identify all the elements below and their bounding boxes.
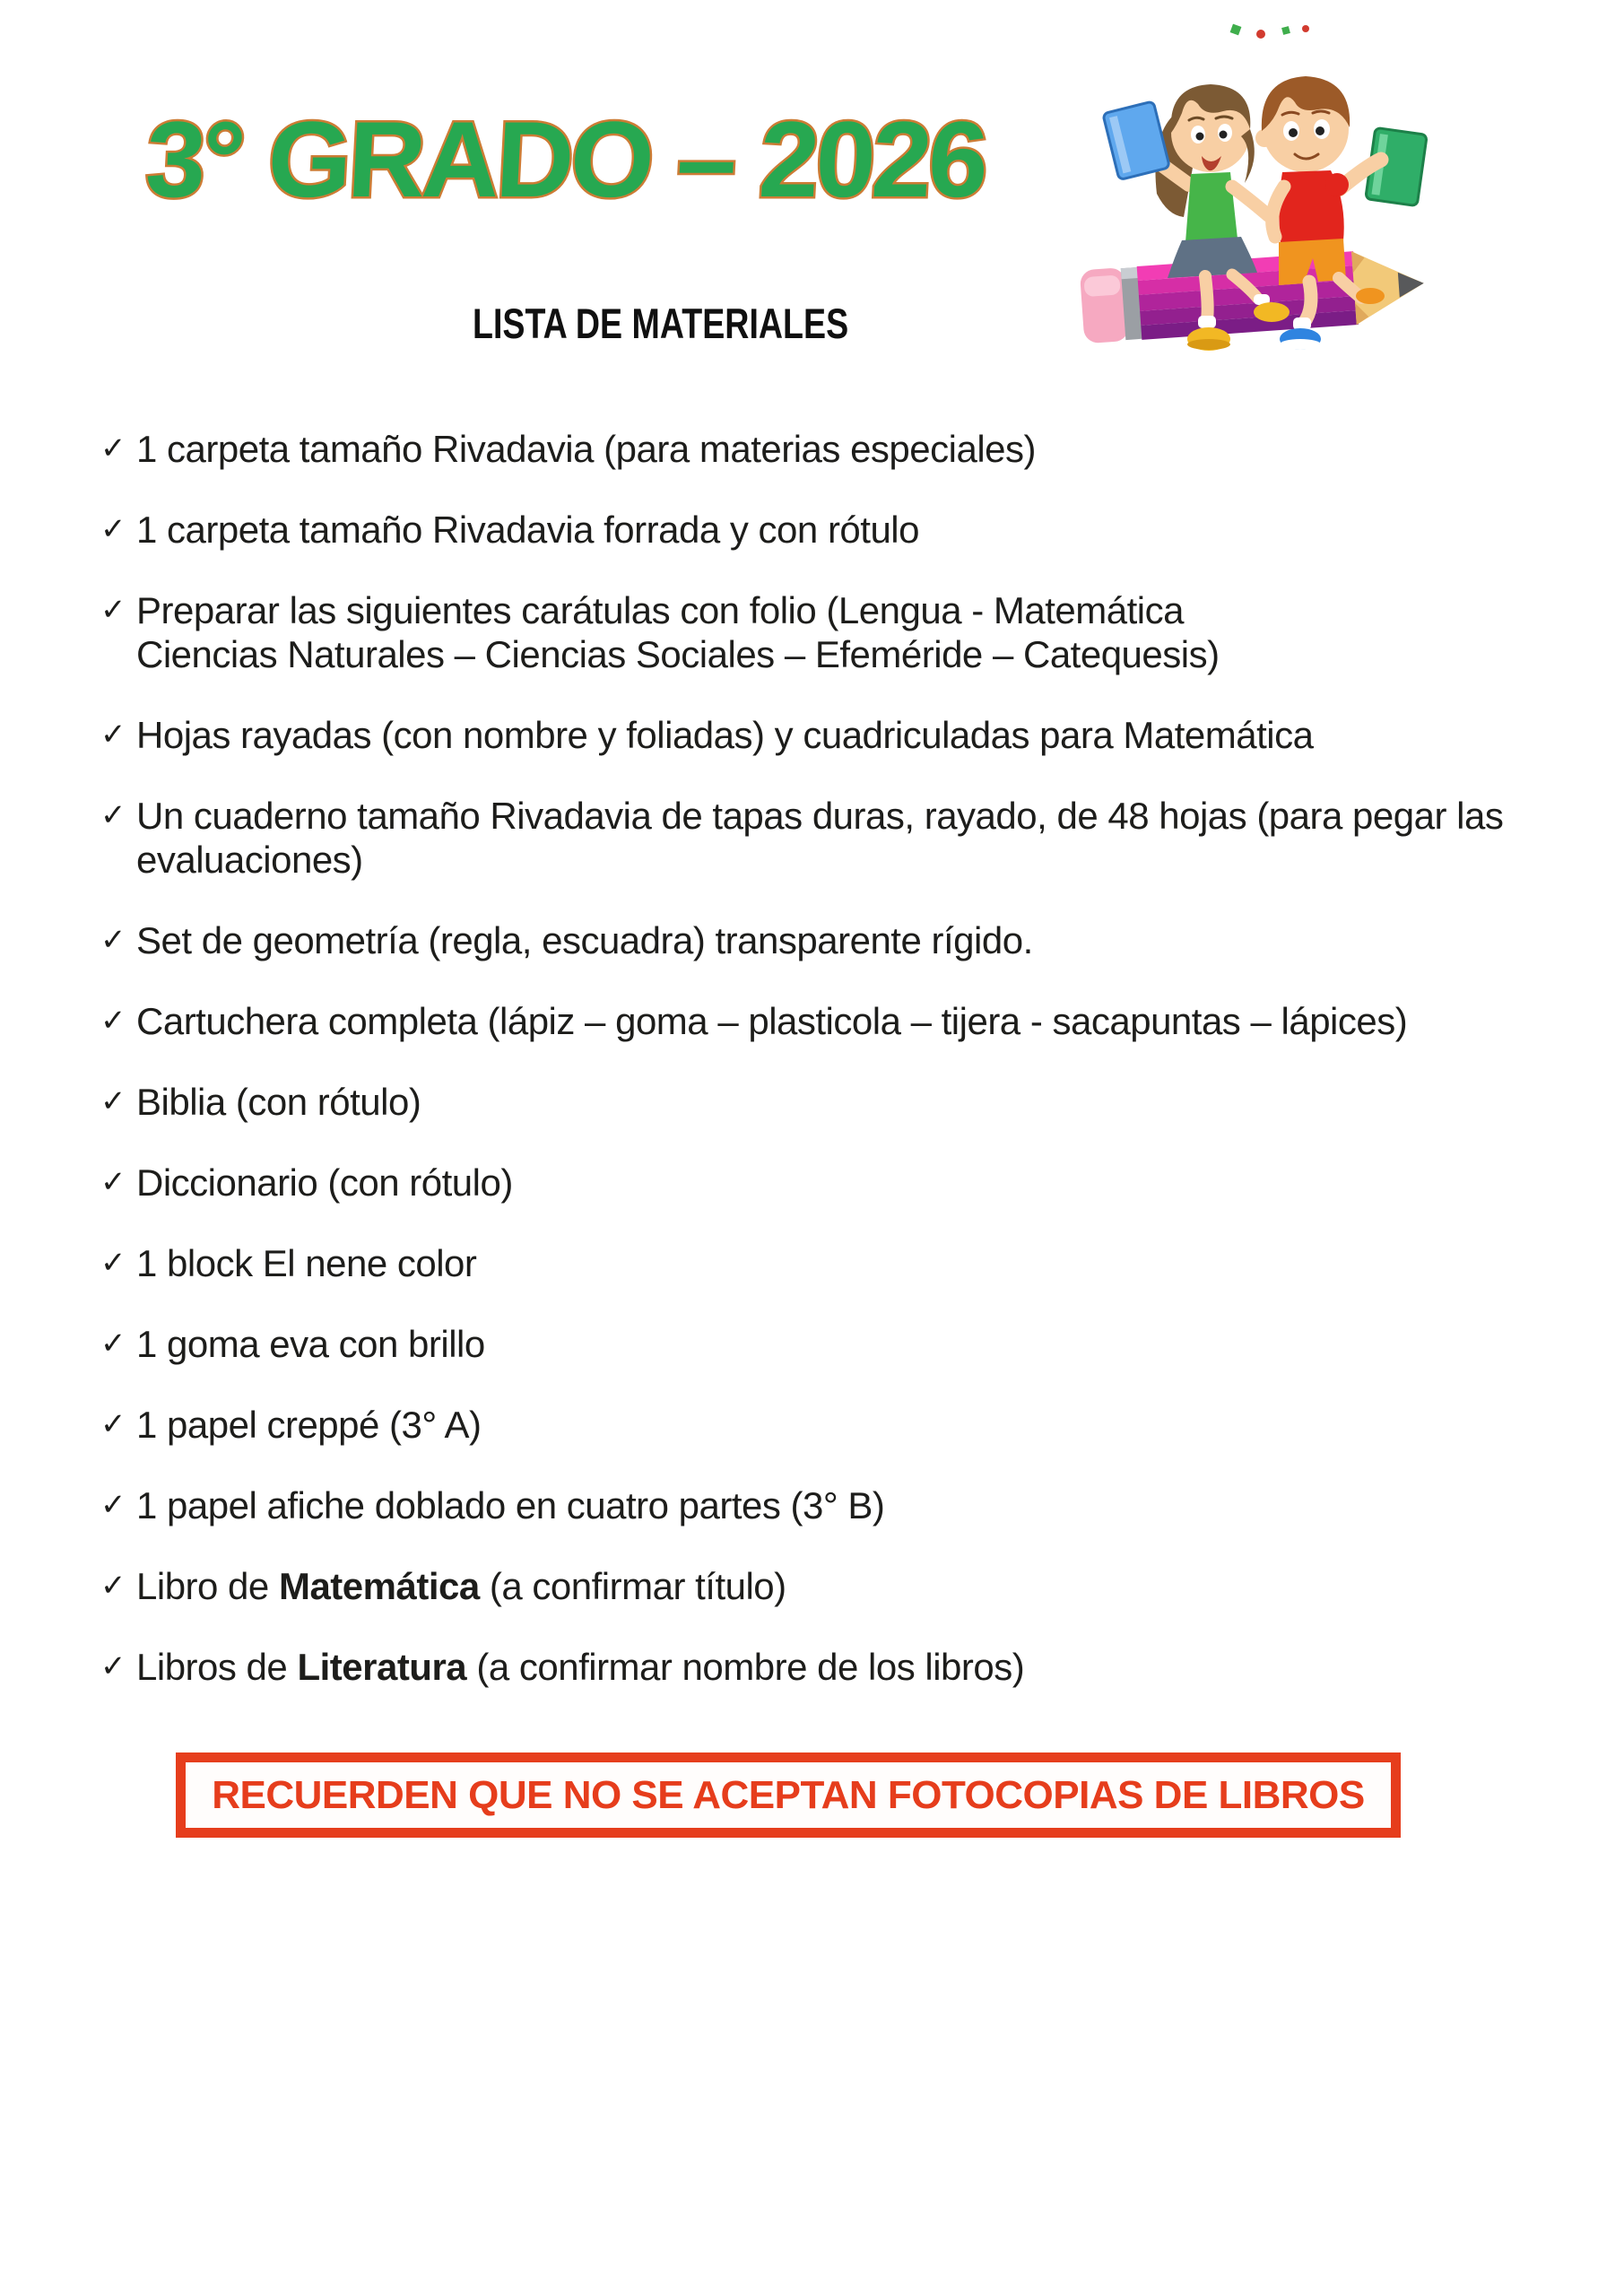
check-icon: ✓: [100, 1407, 126, 1441]
check-icon: ✓: [100, 1569, 126, 1603]
notice-box: [176, 1752, 1401, 1838]
check-icon: ✓: [100, 1165, 126, 1199]
check-icon: ✓: [100, 593, 126, 627]
check-icon: ✓: [100, 1004, 126, 1038]
list-item-text: Biblia (con rótulo): [136, 1081, 421, 1123]
notice-text: RECUERDEN QUE NO SE ACEPTAN FOTOCOPIAS DE LIBROS: [212, 1772, 1365, 1817]
list-item-text: 1 block El nene color: [136, 1242, 477, 1284]
list-item-text: 1 papel creppé (3° A): [136, 1404, 482, 1446]
page-subtitle: LISTA DE MATERIALES: [473, 300, 849, 347]
list-item: [100, 1403, 1598, 1447]
list-item-text: Hojas rayadas (con nombre y foliadas) y cuadriculadas para Matemática: [136, 714, 1314, 756]
list-item: [100, 508, 1598, 552]
list-item: [100, 918, 1598, 962]
list-item: [100, 713, 1598, 757]
check-icon: ✓: [100, 1084, 126, 1118]
list-item: [100, 794, 1598, 882]
list-item-text: Preparar las siguientes carátulas con folio (Lengua - Matemática Ciencias Naturales – Ciencias Sociales – Efeméride – Catequesis): [136, 589, 1220, 675]
list-item: [100, 427, 1598, 471]
list-item: [100, 1241, 1598, 1285]
check-icon: ✓: [100, 923, 126, 957]
list-item: [100, 1645, 1598, 1689]
check-icon: ✓: [100, 1488, 126, 1522]
check-icon: ✓: [100, 1326, 126, 1361]
check-icon: ✓: [100, 798, 126, 832]
check-icon: ✓: [100, 1246, 126, 1280]
list-item-text: 1 papel afiche doblado en cuatro partes (3° B): [136, 1484, 885, 1526]
list-item: [100, 999, 1598, 1043]
page-title: 3° GRADO – 2026: [143, 100, 988, 220]
list-item-text: Libros de Literatura (a confirmar nombre de los libros): [136, 1646, 1025, 1688]
list-item-text: Libro de Matemática (a confirmar título): [136, 1565, 786, 1607]
kids-pencil-illustration-svg: [1074, 23, 1437, 382]
check-icon: ✓: [100, 1649, 126, 1683]
list-item-text: 1 goma eva con brillo: [136, 1323, 485, 1365]
list-item-text: Set de geometría (regla, escuadra) transparente rígido.: [136, 919, 1033, 961]
check-icon: ✓: [100, 512, 126, 546]
list-item: [100, 1080, 1598, 1124]
list-item-text: Un cuaderno tamaño Rivadavia de tapas duras, rayado, de 48 hojas (para pegar las evaluaciones): [136, 795, 1504, 881]
check-icon: ✓: [100, 431, 126, 465]
list-item: [100, 1161, 1598, 1205]
list-item: [100, 1322, 1598, 1366]
list-item: [100, 1564, 1598, 1608]
list-item-text: Cartuchera completa (lápiz – goma – plasticola – tijera - sacapuntas – lápices): [136, 1000, 1408, 1042]
list-item-text: 1 carpeta tamaño Rivadavia (para materias especiales): [136, 428, 1037, 470]
materials-list: [100, 427, 1598, 1726]
list-item: [100, 588, 1598, 676]
check-icon: ✓: [100, 718, 126, 752]
list-item-text: 1 carpeta tamaño Rivadavia forrada y con rótulo: [136, 509, 919, 551]
kids-pencil-illustration: [1074, 23, 1437, 382]
list-item: [100, 1483, 1598, 1527]
list-item-text: Diccionario (con rótulo): [136, 1161, 513, 1204]
